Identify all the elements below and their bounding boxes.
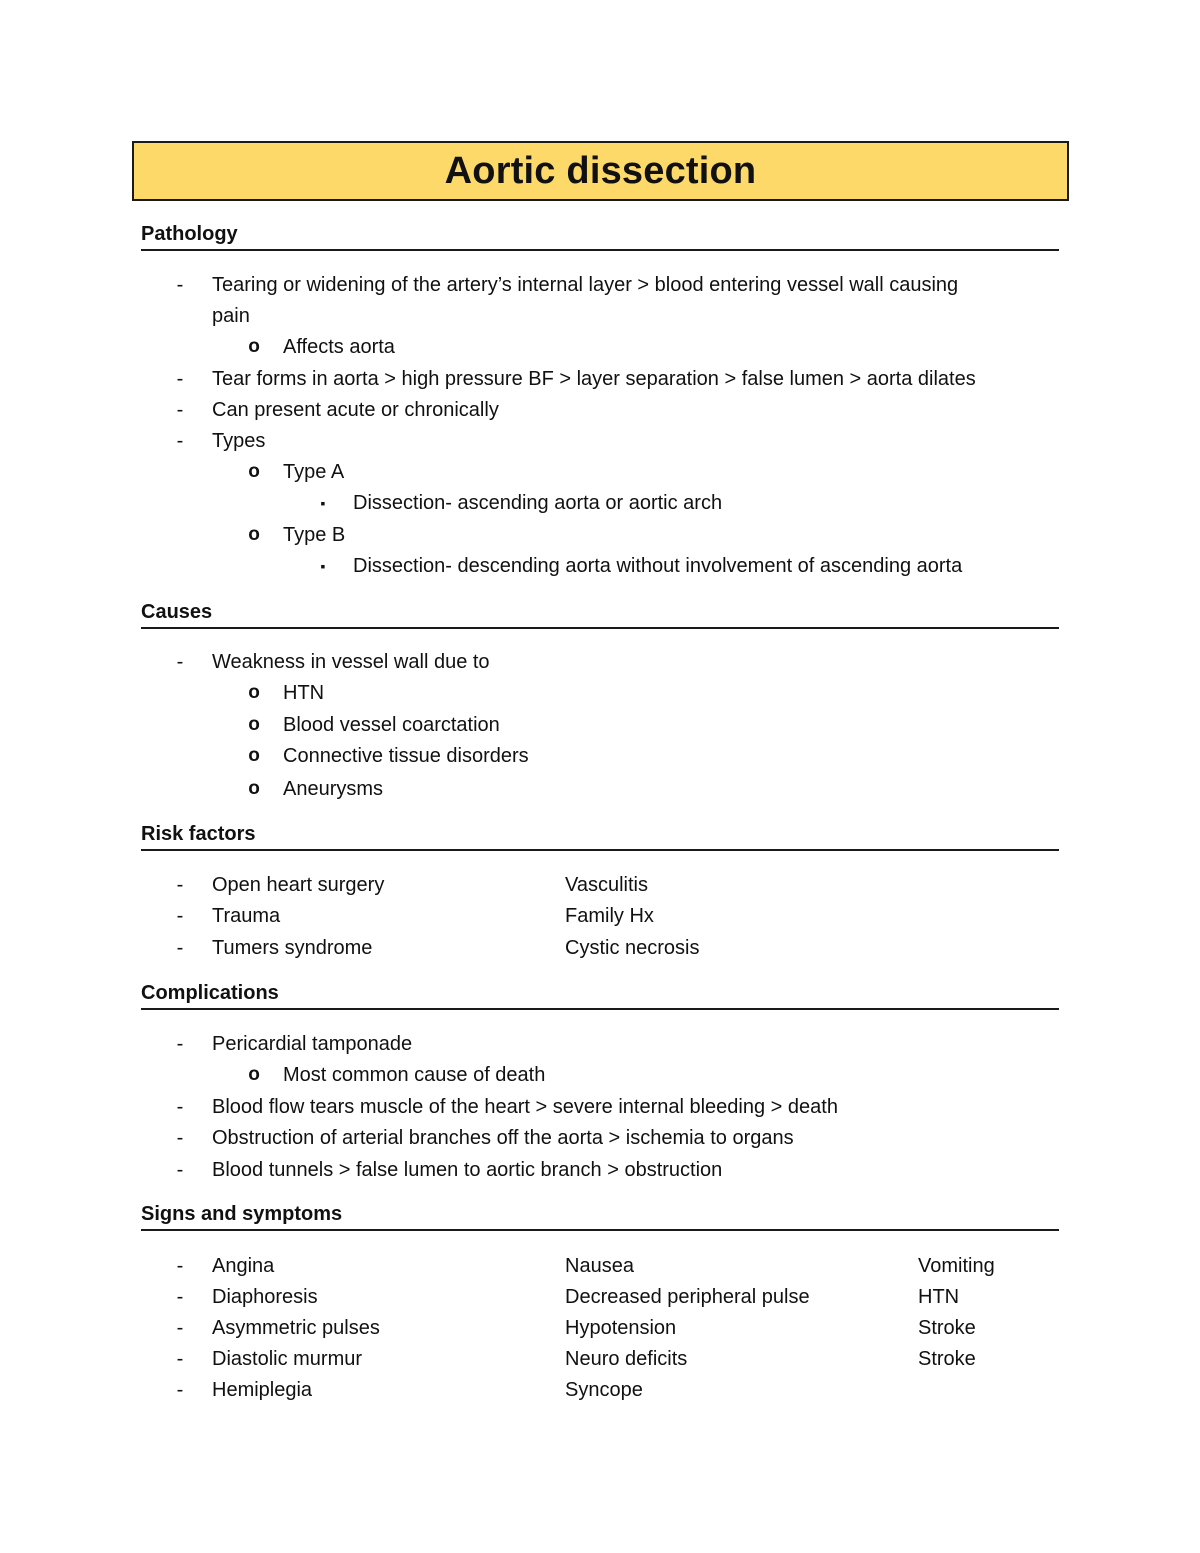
signs-col3-item: Vomiting — [918, 1255, 995, 1277]
circle-bullet: o — [248, 745, 260, 766]
causes-item-1: Weakness in vessel wall due to — [212, 651, 490, 673]
signs-col3-item: Stroke — [918, 1317, 976, 1339]
section-causes — [141, 600, 1059, 629]
circle-bullet: o — [248, 461, 260, 482]
signs-col1-item: Diaphoresis — [212, 1286, 318, 1308]
section-pathology — [141, 222, 1059, 251]
circle-bullet: o — [248, 714, 260, 735]
signs-col2-item: Neuro deficits — [565, 1348, 688, 1370]
risk-col1-item: Tumers syndrome — [212, 937, 373, 959]
circle-bullet: o — [248, 1064, 260, 1085]
type-a: Type A — [283, 461, 345, 483]
signs-col1-item: Angina — [212, 1255, 275, 1277]
complications-item-3: Obstruction of arterial branches off the aorta > ischemia to organs — [212, 1127, 794, 1149]
title-banner — [132, 141, 1069, 201]
section-complications — [141, 981, 1059, 1010]
dash-bullet: - — [176, 1379, 184, 1401]
section-signs-symptoms — [141, 1202, 1059, 1231]
risk-col1-item: Open heart surgery — [212, 874, 385, 896]
type-a-desc: Dissection- ascending aorta or aortic arch — [353, 492, 723, 514]
complications-item-1-sub: Most common cause of death — [283, 1064, 546, 1086]
signs-col2-item: Nausea — [565, 1255, 634, 1277]
circle-bullet: o — [248, 524, 260, 545]
section-heading-complications: Complications — [141, 981, 1059, 1010]
dash-bullet: - — [176, 274, 184, 296]
dash-bullet: - — [176, 937, 184, 959]
dash-bullet: - — [176, 651, 184, 673]
pathology-item-4: Types — [212, 430, 266, 452]
causes-sub: Aneurysms — [283, 778, 384, 800]
dash-bullet: - — [176, 874, 184, 896]
page-title: Aortic dissection — [444, 149, 757, 192]
circle-bullet: o — [248, 778, 260, 799]
complications-item-4: Blood tunnels > false lumen to aortic branch > obstruction — [212, 1159, 723, 1181]
type-b: Type B — [283, 524, 346, 546]
signs-col2-item: Decreased peripheral pulse — [565, 1286, 810, 1308]
dash-bullet: - — [176, 1348, 184, 1370]
signs-col1-item: Diastolic murmur — [212, 1348, 363, 1370]
section-heading-risk: Risk factors — [141, 822, 1059, 851]
pathology-item-1-cont: pain — [212, 305, 250, 327]
dash-bullet: - — [176, 1127, 184, 1149]
causes-sub: Blood vessel coarctation — [283, 714, 500, 736]
dash-bullet: - — [176, 430, 184, 452]
dash-bullet: - — [176, 368, 184, 390]
section-heading-pathology: Pathology — [141, 222, 1059, 251]
pathology-item-2: Tear forms in aorta > high pressure BF > layer separation > false lumen > aorta dilates — [212, 368, 976, 390]
signs-col3-item: HTN — [918, 1286, 960, 1308]
pathology-item-3: Can present acute or chronically — [212, 399, 499, 421]
risk-col2-item: Vasculitis — [565, 874, 648, 896]
dash-bullet: - — [176, 1255, 184, 1277]
dash-bullet: - — [176, 1033, 184, 1055]
circle-bullet: o — [248, 682, 260, 703]
signs-col1-item: Hemiplegia — [212, 1379, 313, 1401]
pathology-item-1: Tearing or widening of the artery’s internal layer > blood entering vessel wall causing — [212, 274, 959, 296]
square-bullet: ▪ — [320, 558, 326, 574]
section-heading-causes: Causes — [141, 600, 1059, 629]
section-risk-factors — [141, 822, 1059, 851]
square-bullet: ▪ — [320, 495, 326, 511]
dash-bullet: - — [176, 1159, 184, 1181]
complications-item-1: Pericardial tamponade — [212, 1033, 413, 1055]
causes-sub: Connective tissue disorders — [283, 745, 529, 767]
risk-col2-item: Cystic necrosis — [565, 937, 700, 959]
risk-col2-item: Family Hx — [565, 905, 654, 927]
dash-bullet: - — [176, 399, 184, 421]
circle-bullet: o — [248, 336, 260, 357]
dash-bullet: - — [176, 1286, 184, 1308]
risk-col1-item: Trauma — [212, 905, 281, 927]
complications-item-2: Blood flow tears muscle of the heart > severe internal bleeding > death — [212, 1096, 838, 1118]
dash-bullet: - — [176, 905, 184, 927]
signs-col3-item: Stroke — [918, 1348, 976, 1370]
dash-bullet: - — [176, 1096, 184, 1118]
signs-col1-item: Asymmetric pulses — [212, 1317, 380, 1339]
signs-col2-item: Hypotension — [565, 1317, 677, 1339]
signs-col2-item: Syncope — [565, 1379, 643, 1401]
type-b-desc: Dissection- descending aorta without involvement of ascending aorta — [353, 555, 963, 577]
pathology-item-1-sub: Affects aorta — [283, 336, 395, 358]
causes-sub: HTN — [283, 682, 325, 704]
dash-bullet: - — [176, 1317, 184, 1339]
section-heading-signs: Signs and symptoms — [141, 1202, 1059, 1231]
